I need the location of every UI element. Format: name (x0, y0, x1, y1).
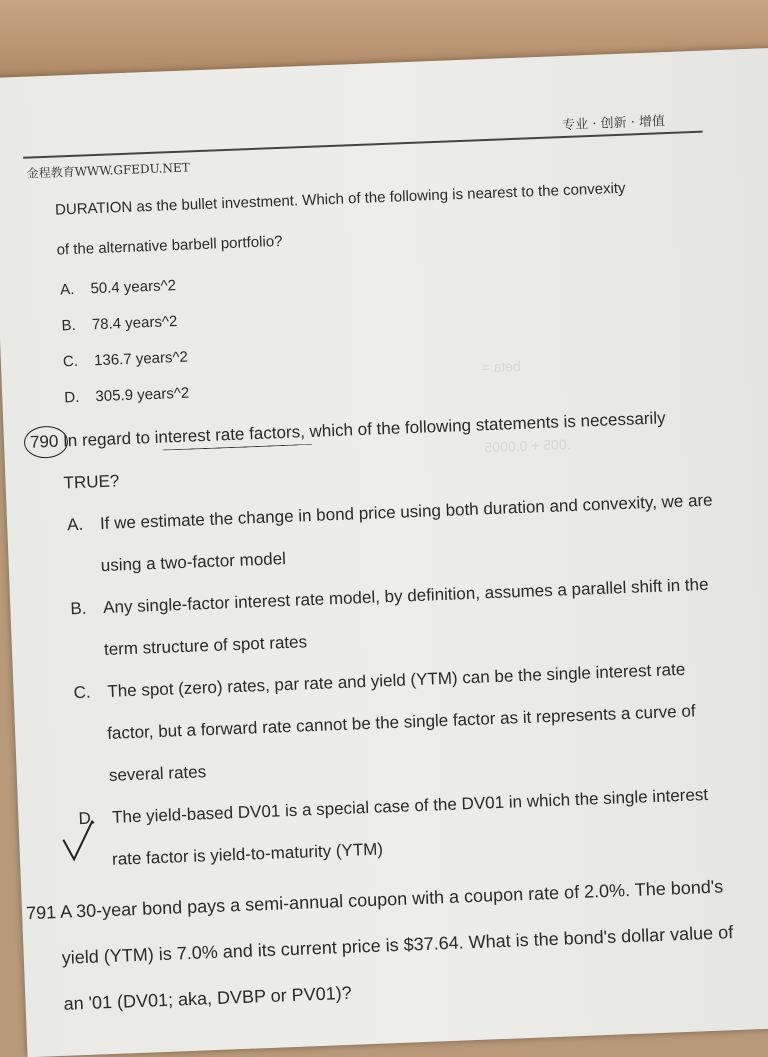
underlined-phrase: interest rate factors (154, 422, 301, 447)
q790-option-c-line-1 (73, 660, 685, 703)
option-letter: A. (59, 280, 75, 299)
q790-option-c-line-2: factor, but a forward rate cannot be the single factor as it represents a curve of (106, 701, 696, 743)
q790-option-b-line-1 (70, 575, 709, 619)
option-letter: D. (64, 388, 80, 407)
question-791-line-1 (26, 876, 724, 924)
prev-question-line-2: of the alternative barbell portfolio? (56, 232, 283, 259)
option-text: 305.9 years^2 (95, 384, 190, 406)
option-text: The spot (zero) rates, par rate and yield (YTM) can be the single interest rate (107, 659, 686, 701)
question-text: In regard to (62, 427, 156, 451)
option-b (61, 313, 177, 334)
header-slogan: 专业 · 创新 · 增值 (561, 114, 666, 134)
question-number: 790 (29, 431, 59, 452)
q790-option-b-line-2: term structure of spot rates (103, 632, 308, 660)
option-text: 50.4 years^2 (90, 277, 177, 298)
q790-option-c-line-3: several rates (108, 762, 207, 785)
question-text: , which of the following statements is necessarily (299, 408, 666, 442)
show-through-text: .005 + 0.0005 (484, 435, 571, 456)
option-letter: A. (66, 514, 84, 535)
option-a (60, 277, 176, 298)
option-letter: C. (62, 352, 79, 371)
prev-question-line-1: DURATION as the bullet investment. Which of the following is nearest to the convexity (54, 179, 626, 219)
option-text: The yield-based DV01 is a special case of the DV01 in which the single interest (111, 784, 709, 827)
option-text: 78.4 years^2 (91, 312, 178, 334)
q790-option-a-line-1 (67, 491, 713, 536)
option-letter: C. (73, 682, 92, 703)
option-text: Any single-factor interest rate model, by definition, assumes a parallel shift in the (102, 574, 709, 618)
option-letter: B. (61, 316, 77, 335)
show-through-text: beta = (481, 357, 522, 376)
option-d (64, 385, 189, 407)
q790-option-a-line-2: using a two-factor model (100, 549, 287, 576)
q790-option-d-line-2: rate factor is yield-to-maturity (YTM) (111, 839, 384, 869)
q790-option-d-line-1 (78, 785, 708, 829)
option-text: 136.7 years^2 (93, 348, 189, 370)
question-790-line-2: TRUE? (63, 471, 120, 493)
option-letter: D. (78, 808, 96, 829)
question-number: 791 (25, 902, 57, 924)
question-text: A 30-year bond pays a semi-annual coupon with a coupon rate of 2.0%. The bond's (59, 876, 724, 922)
book-page (0, 47, 768, 1057)
header-rule (23, 131, 703, 159)
question-791-line-3: an '01 (DV01; aka, DVBP or PV01)? (63, 982, 353, 1014)
option-text: If we estimate the change in bond price using both duration and convexity, we are (99, 490, 713, 534)
option-c (63, 349, 188, 371)
option-letter: B. (70, 598, 87, 619)
header-website: 金程教育WWW.GFEDU.NET (26, 160, 190, 181)
handwritten-checkmark-icon (58, 816, 100, 864)
question-791-line-2: yield (YTM) is 7.0% and its current price is $37.64. What is the bond's dollar value of (61, 922, 734, 968)
